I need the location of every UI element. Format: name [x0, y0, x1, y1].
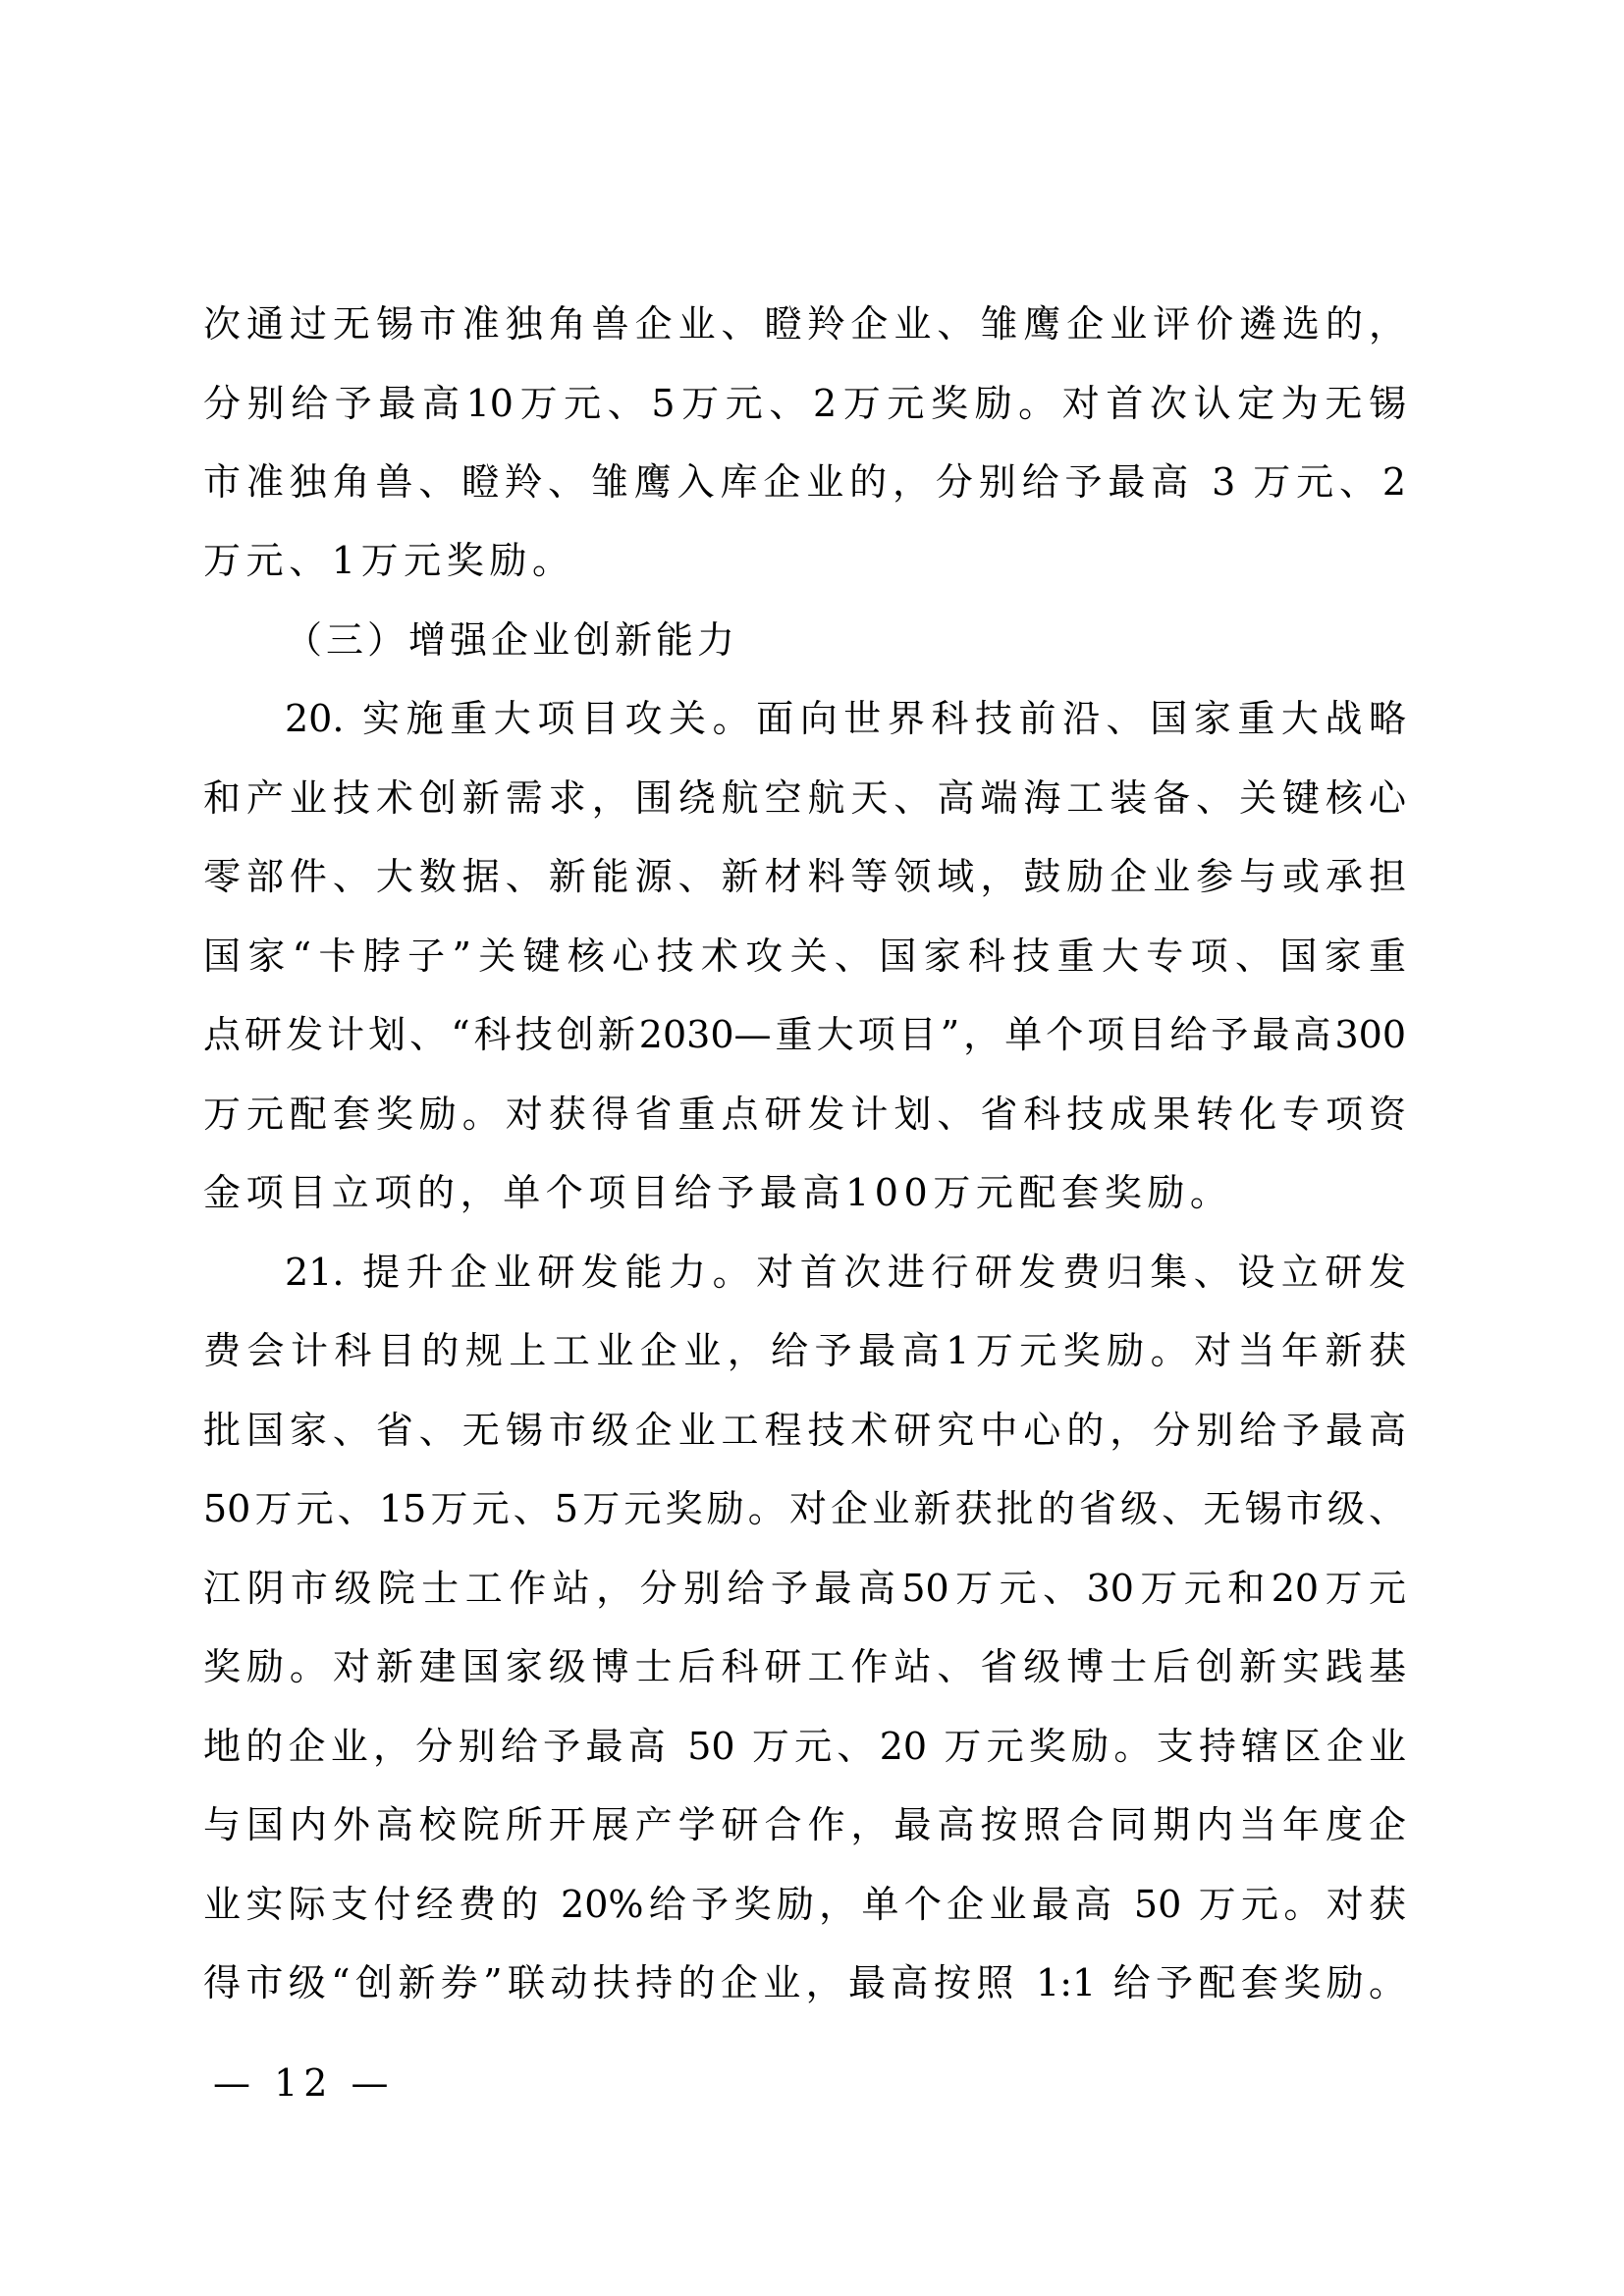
paragraph-line: 分别给予最高10万元、5万元、2万元奖励。对首次认定为无锡 — [203, 382, 1406, 425]
item-21-line: 江阴市级院士工作站，分别给予最高50万元、30万元和20万元 — [203, 1567, 1406, 1610]
paragraph-line: 市准独角兽、瞪羚、雏鹰入库企业的，分别给予最高 3 万元、2 — [203, 460, 1406, 504]
paragraph-line: 万元、1万元奖励。 — [203, 539, 575, 582]
item-20-line: 万元配套奖励。对获得省重点研发计划、省科技成果转化专项资 — [203, 1093, 1406, 1136]
paragraph-line: 次通过无锡市准独角兽企业、瞪羚企业、雏鹰企业评价遴选的， — [203, 302, 1406, 346]
item-21-line: 奖励。对新建国家级博士后科研工作站、省级博士后创新实践基 — [203, 1645, 1406, 1688]
item-21-line: 费会计科目的规上工业企业，给予最高1万元奖励。对当年新获 — [203, 1329, 1406, 1372]
item-21-line: 得市级“创新券”联动扶持的企业，最高按照 1:1 给予配套奖励。 — [203, 1961, 1406, 2004]
item-20-line: 点研发计划、“科技创新2030—重大项目”，单个项目给予最高300 — [203, 1013, 1406, 1056]
item-21-line: 业实际支付经费的 20%给予奖励，单个企业最高 50 万元。对获 — [203, 1883, 1406, 1926]
item-21-line: 21. 提升企业研发能力。对首次进行研发费归集、设立研发 — [285, 1251, 1406, 1294]
item-21-line: 地的企业，分别给予最高 50 万元、20 万元奖励。支持辖区企业 — [203, 1725, 1406, 1768]
item-20-line: 20. 实施重大项目攻关。面向世界科技前沿、国家重大战略 — [285, 697, 1406, 740]
page-number: — 12 — — [213, 2061, 395, 2105]
item-20-line: 金项目立项的，单个项目给予最高100万元配套奖励。 — [203, 1171, 1233, 1214]
item-20-line: 和产业技术创新需求，围绕航空航天、高端海工装备、关键核心 — [203, 776, 1406, 820]
item-20-line: 国家“卡脖子”关键核心技术攻关、国家科技重大专项、国家重 — [203, 934, 1406, 978]
item-21-line: 批国家、省、无锡市级企业工程技术研究中心的，分别给予最高 — [203, 1409, 1406, 1452]
item-20-line: 零部件、大数据、新能源、新材料等领域，鼓励企业参与或承担 — [203, 855, 1406, 898]
item-21-line: 与国内外高校院所开展产学研合作，最高按照合同期内当年度企 — [203, 1803, 1406, 1846]
section-heading: （三）增强企业创新能力 — [285, 618, 739, 662]
item-21-line: 50万元、15万元、5万元奖励。对企业新获批的省级、无锡市级、 — [203, 1487, 1406, 1530]
